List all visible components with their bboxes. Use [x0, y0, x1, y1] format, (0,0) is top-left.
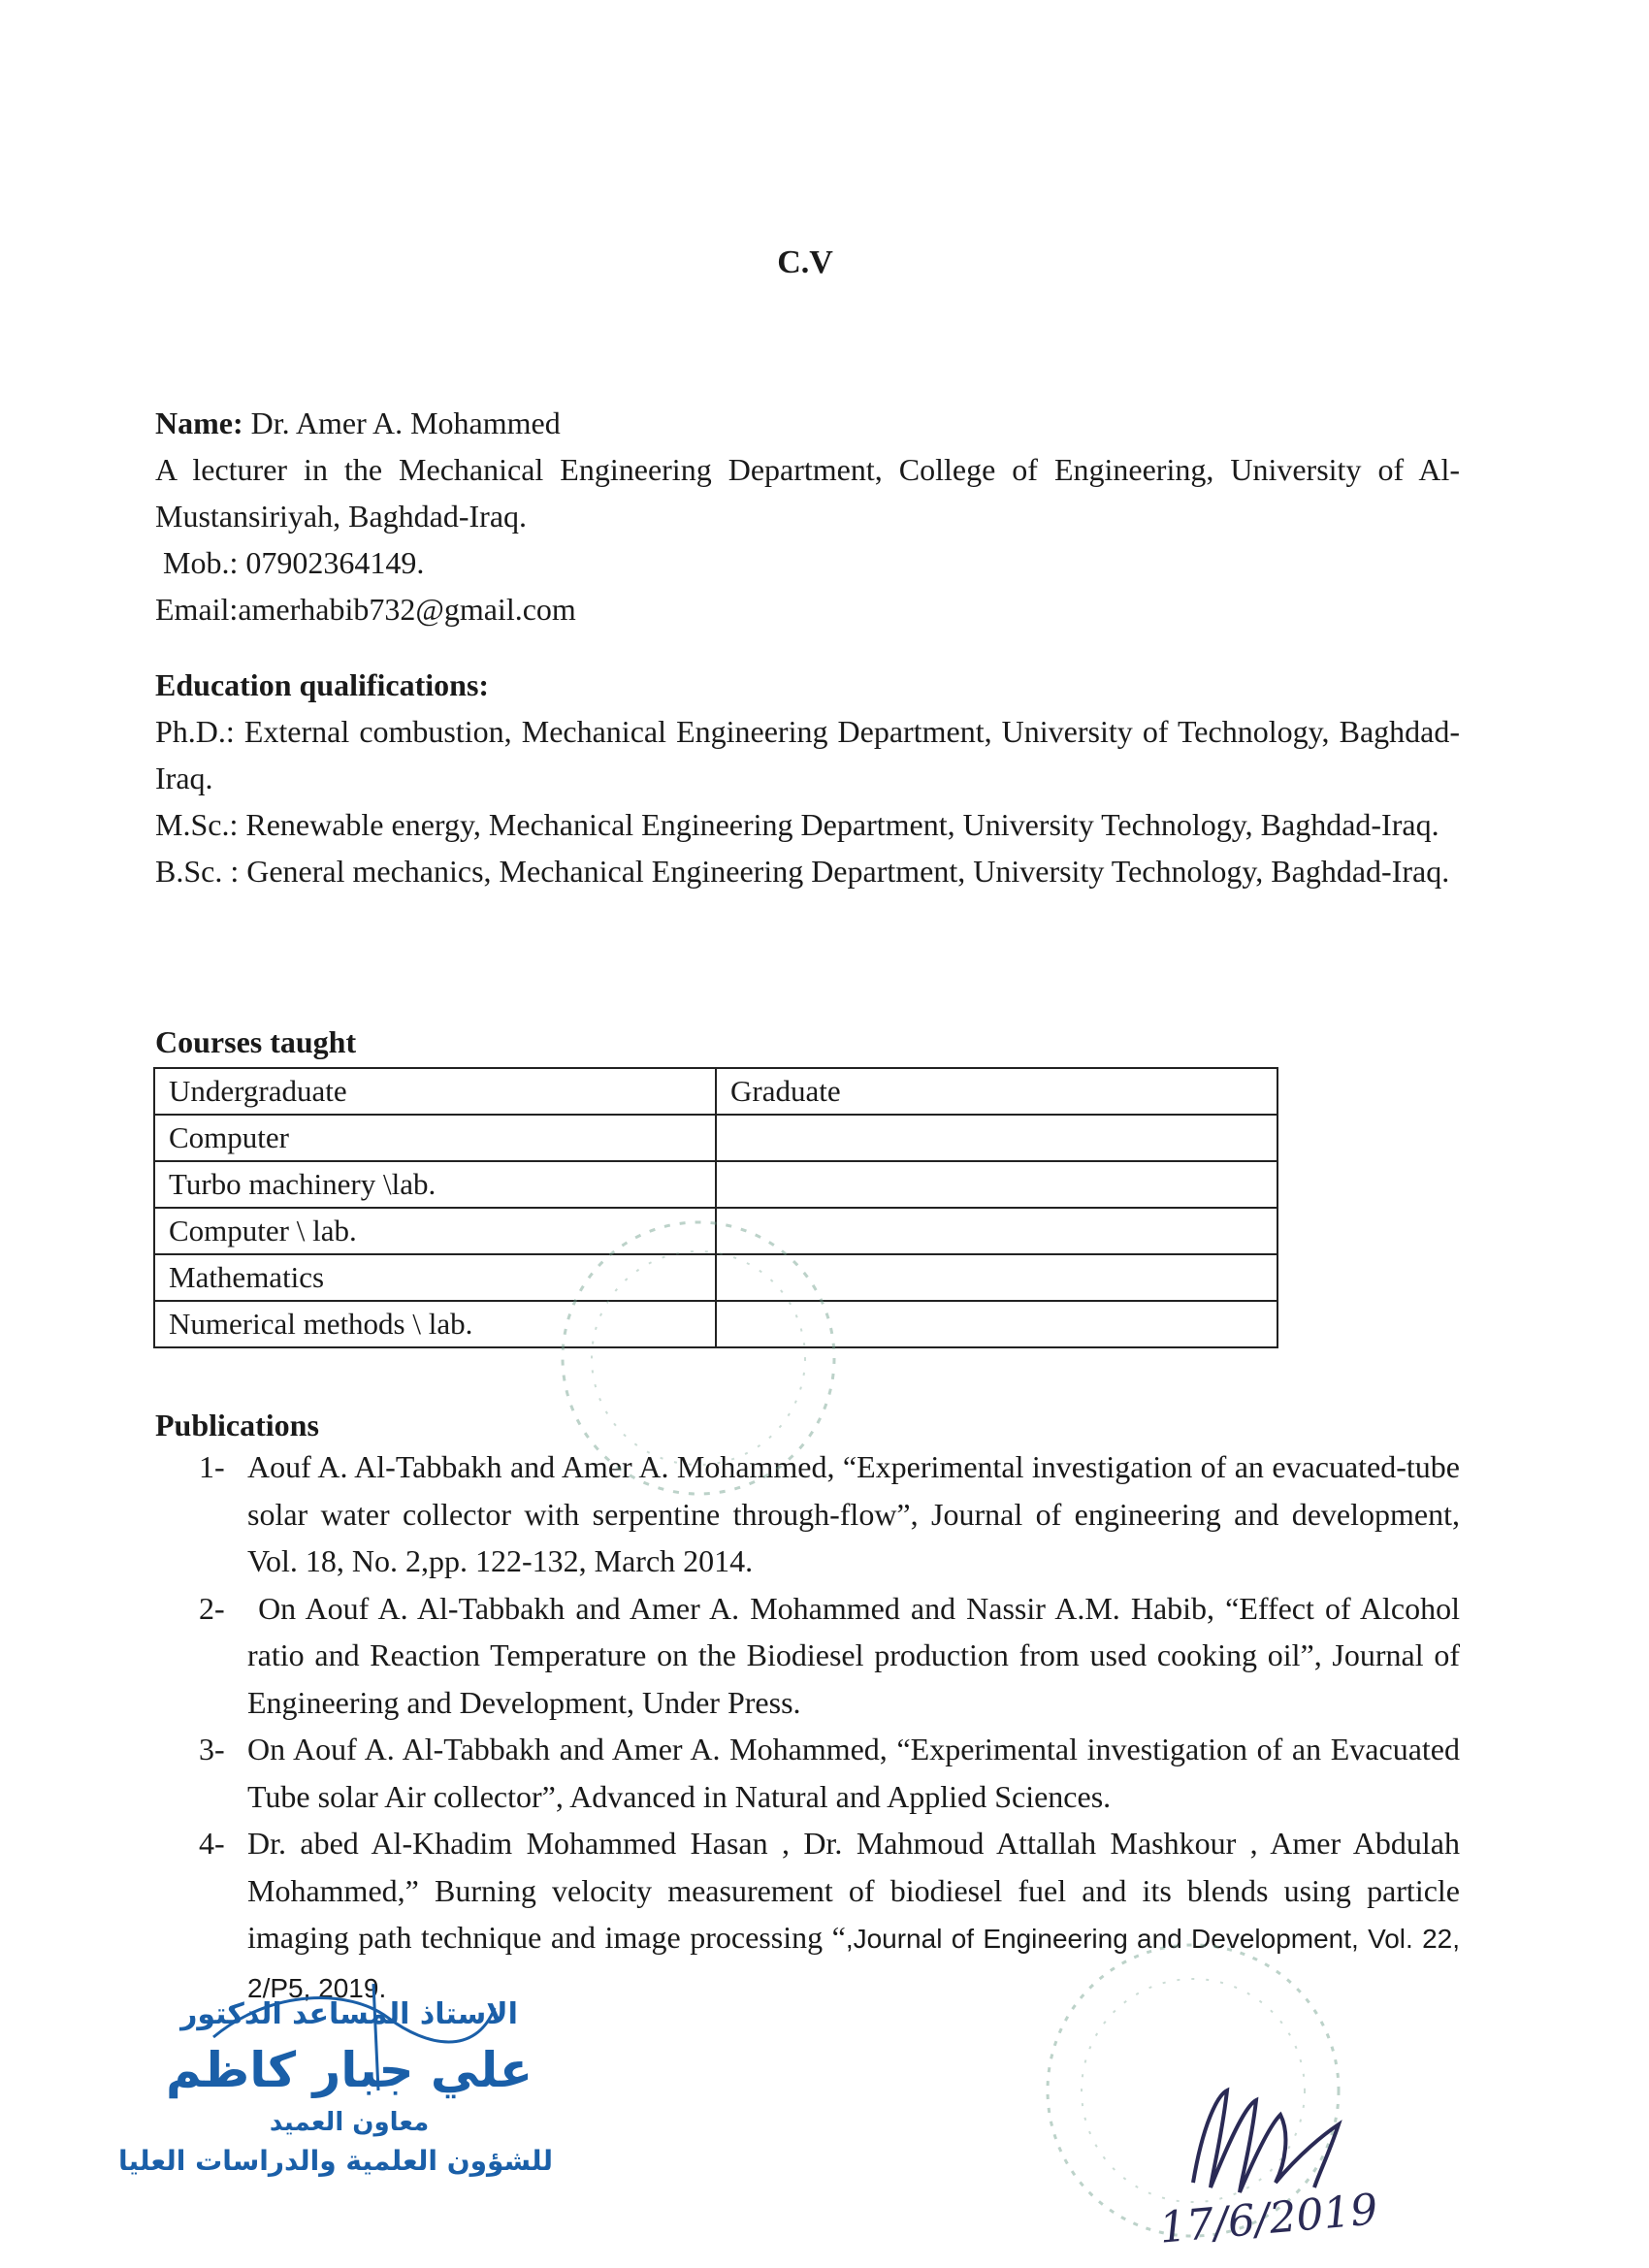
signature-scribble-left — [194, 1979, 504, 2095]
publications-list — [155, 1443, 1469, 2012]
name-label: Name: — [155, 405, 243, 440]
signature-title-line: الاستاذ المساعد الدكتور — [180, 1997, 518, 2031]
table-cell — [716, 1161, 1277, 1208]
table-cell: Mathematics — [154, 1254, 716, 1301]
signature-role-line: معاون العميد — [269, 2108, 430, 2137]
table-cell: Computer \ lab. — [154, 1208, 716, 1254]
column-header-undergraduate: Undergraduate — [154, 1068, 716, 1115]
education-item-msc: M.Sc.: Renewable energy, Mechanical Engineering Department, University Technology, Baghdad-Iraq. — [155, 807, 1439, 842]
table-cell — [716, 1115, 1277, 1161]
publication-number: 3- — [199, 1732, 225, 1766]
publication-text: On Aouf A. Al-Tabbakh and Amer A. Mohammed and Nassir A.M. Habib, “Effect of Alcohol ratio and Reaction Temperature on the Biodiesel production from used cooking oil”, Journal of Engineering and Development, Under Press. — [247, 1590, 1469, 1720]
document-title: C.V — [777, 244, 833, 280]
publication-text: On Aouf A. Al-Tabbakh and Amer A. Mohammed, “Experimental investigation of an Evacuated Tube solar Air collector”, Advanced in Natural and Applied Sciences. — [247, 1732, 1460, 1814]
table-cell: Computer — [154, 1115, 716, 1161]
signature-name-line: علي جبار كاظم — [165, 2042, 534, 2098]
education-heading: Education qualifications: — [155, 667, 490, 702]
publication-number: 4- — [199, 1826, 225, 1861]
education-item-bsc: B.Sc. : General mechanics, Mechanical Engineering Department, University Technology, Baghdad-Iraq. — [155, 854, 1450, 889]
name-value: Dr. Amer A. Mohammed — [242, 405, 561, 440]
table-cell: Numerical methods \ lab. — [154, 1301, 716, 1347]
publication-number: 2- — [199, 1590, 225, 1626]
table-row — [154, 1161, 1277, 1208]
signature-dept-line: للشؤون العلمية والدراسات العليا — [118, 2145, 553, 2177]
publication-number: 1- — [199, 1449, 225, 1484]
table-cell: Turbo machinery \lab. — [154, 1161, 716, 1208]
education-section — [155, 662, 1460, 894]
publication-text: Dr. abed Al-Khadim Mohammed Hasan , Dr. Mahmoud Attallah Mashkour , Amer Abdulah Mohammed,” Burning velocity measurement of biodiesel fuel and its blends using particle imaging path technique and image processing “ — [247, 1826, 1460, 1955]
publications-heading: Publications — [155, 1408, 319, 1442]
publication-item — [155, 1585, 1469, 1727]
education-item-phd: Ph.D.: External combustion, Mechanical Engineering Department, University of Technology, Baghdad-Iraq. — [155, 714, 1460, 795]
position-text: A lecturer in the Mechanical Engineering Department, College of Engineering, University of Al-Mustansiriyah, Baghdad-Iraq. — [155, 452, 1460, 534]
signature-date: 17/6/2019 — [1157, 2185, 1380, 2253]
mobile-text: Mob.: 07902364149. — [155, 545, 425, 580]
table-row — [154, 1115, 1277, 1161]
name-line — [155, 400, 1460, 446]
faint-stamp-center — [543, 1203, 854, 1513]
table-header-row — [154, 1068, 1277, 1115]
column-header-graduate: Graduate — [716, 1068, 1277, 1115]
email-text: Email:amerhabib732@gmail.com — [155, 592, 576, 627]
publication-text: Aouf A. Al-Tabbakh and Amer A. Mohammed, “Experimental investigation of an evacuated-tube solar water collector with serpentine through-flow”, Journal of engineering and development, Vol. 18, No. 2,pp. 122-132, March 2014. — [247, 1449, 1460, 1578]
publication-text-tail: ,Journal of Engineering and Development, Vol. 22, 2/P5, 2019. — [247, 1924, 1460, 2003]
publication-item — [155, 1726, 1460, 1820]
courses-heading: Courses taught — [155, 1024, 357, 1059]
contact-section — [155, 400, 1460, 632]
